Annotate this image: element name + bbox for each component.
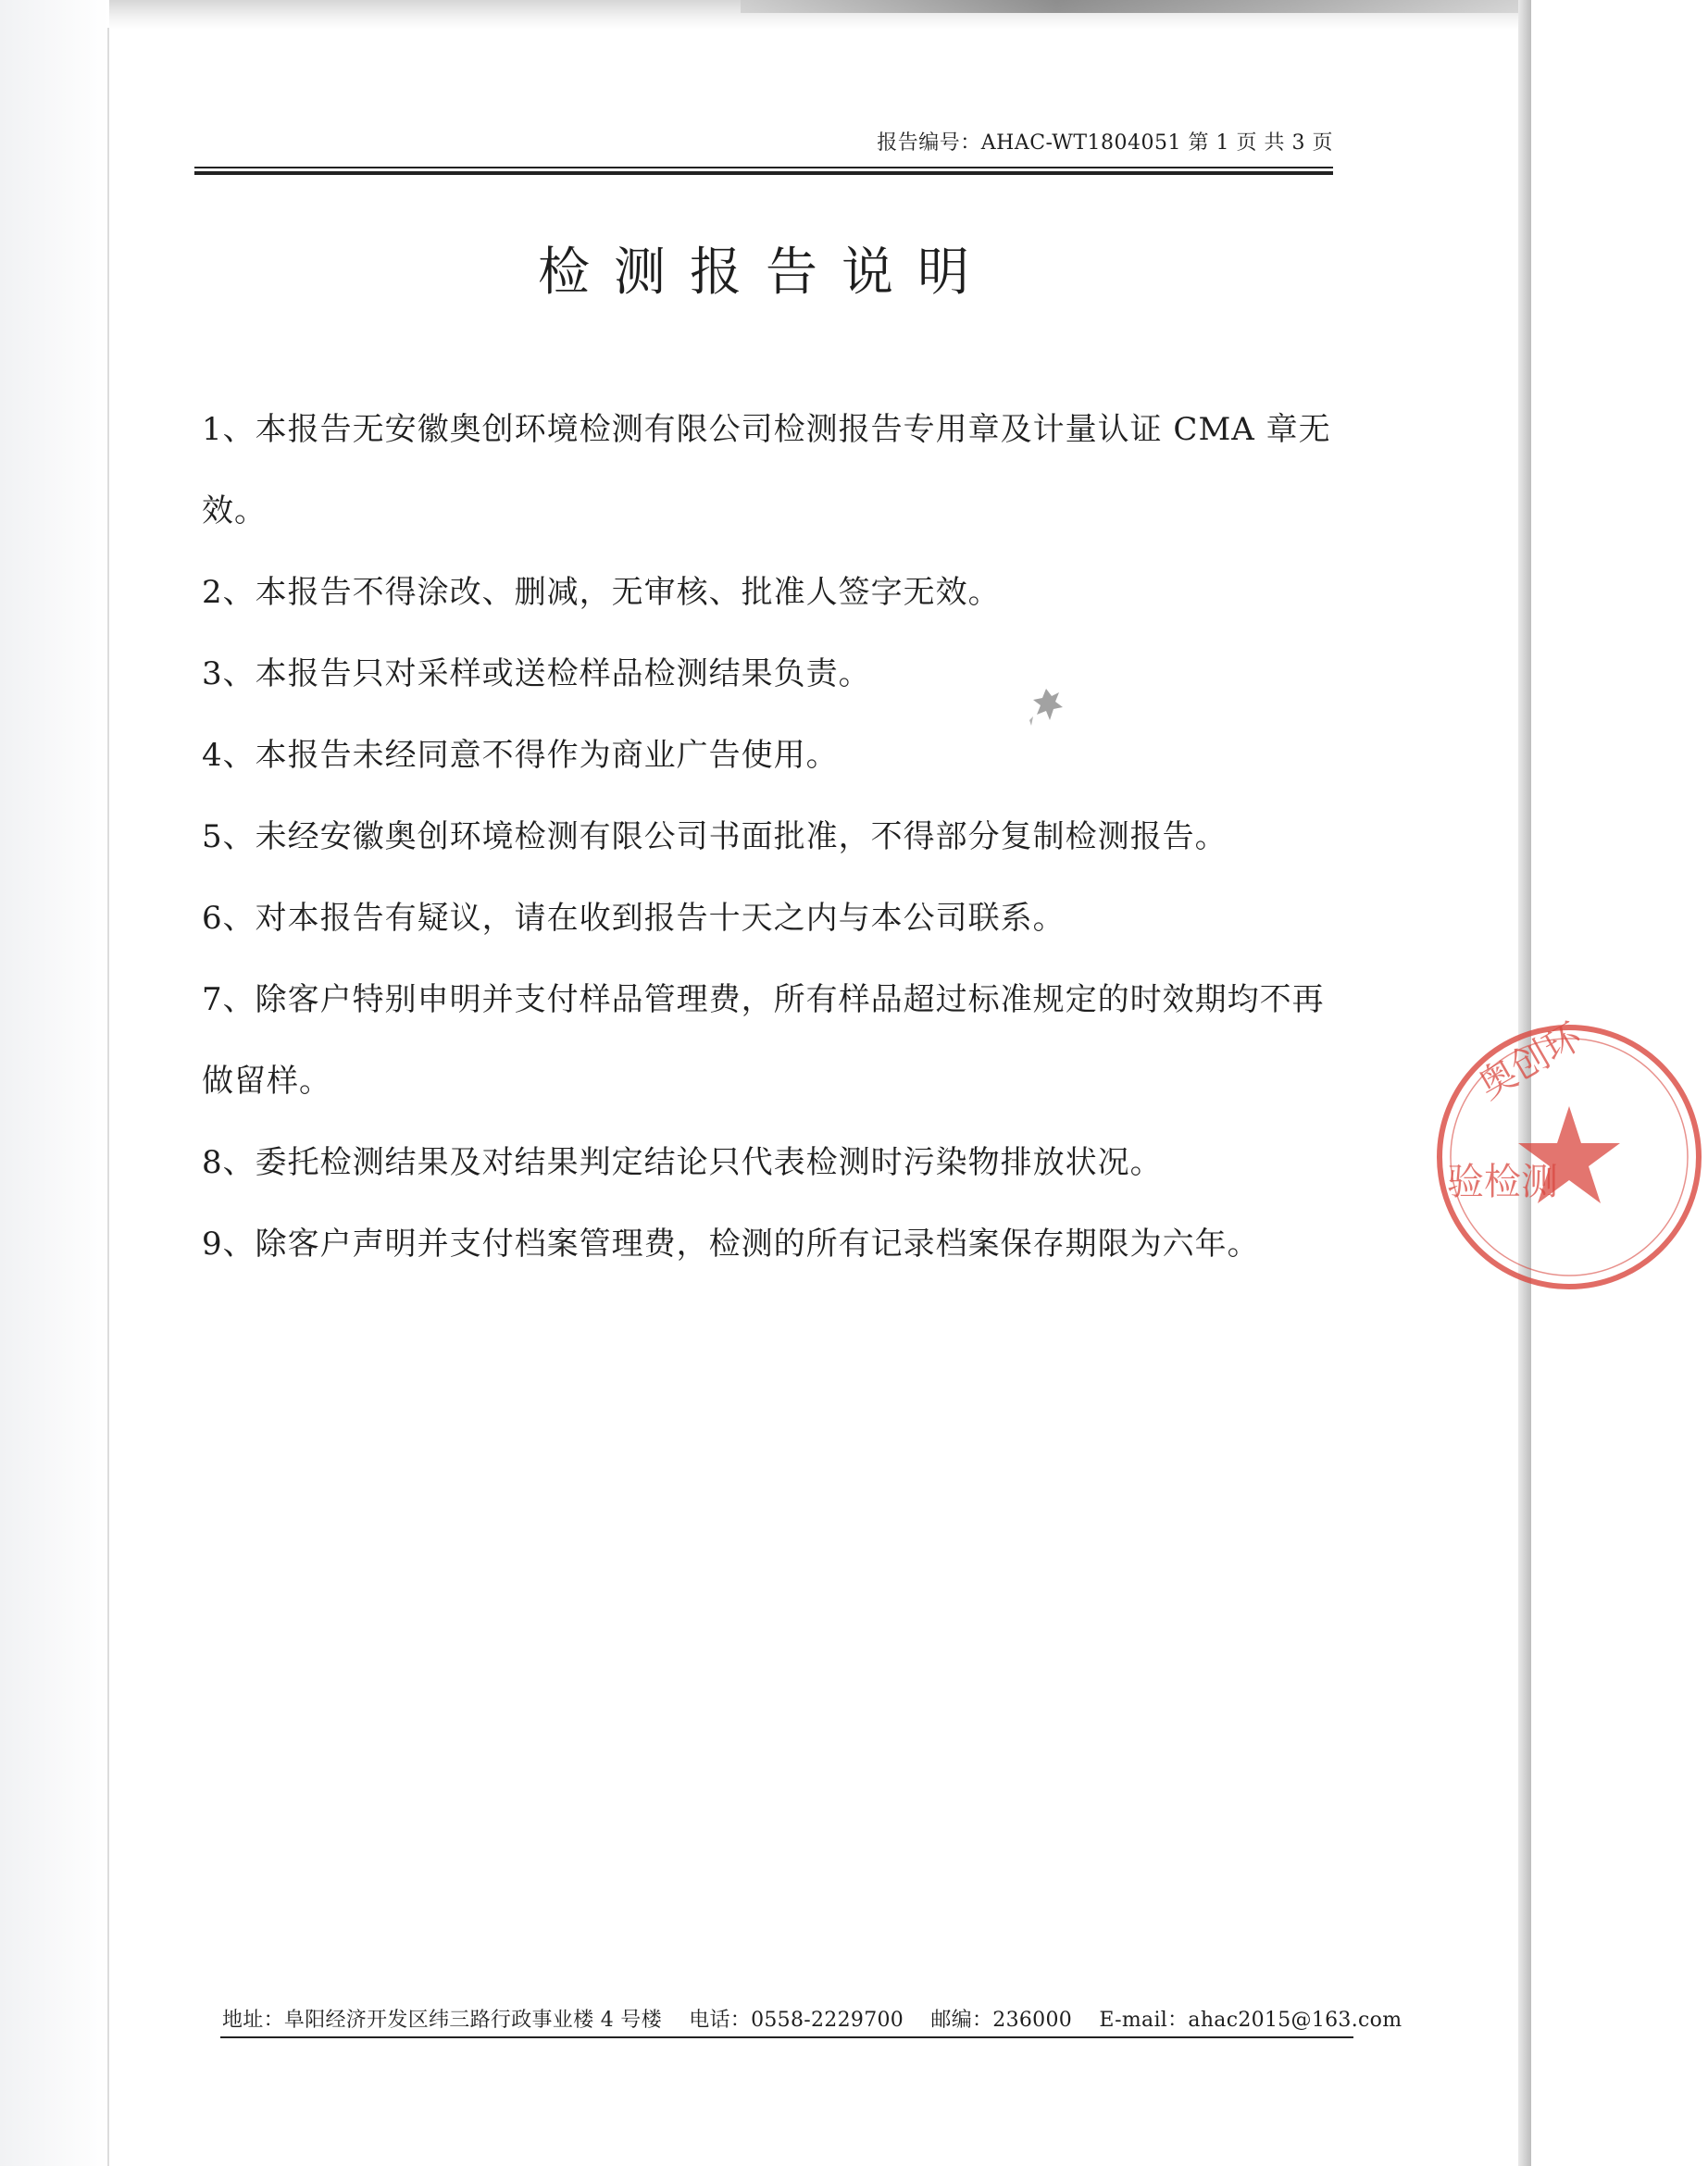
note-8: 8、委托检测结果及对结果判定结论只代表检测时污染物排放状况。 <box>202 1144 1163 1181</box>
note-3: 3、本报告只对采样或送检样品检测结果负责。 <box>202 655 871 692</box>
footer-address: 地址：阜阳经济开发区纬三路行政事业楼 4 号楼 <box>222 2009 662 2032</box>
note-5: 5、未经安徽奥创环境检测有限公司书面批准，不得部分复制检测报告。 <box>202 818 1228 855</box>
footer-postcode: 邮编：236000 <box>930 2009 1073 2032</box>
seal-text-bottom: 验检测 <box>1447 1161 1558 1203</box>
note-7: 7、除客户特别申明并支付样品管理费，所有样品超过标准规定的时效期均不再做留样。 <box>202 981 1325 1100</box>
company-seal-stamp <box>1430 1015 1708 1296</box>
ink-speck-mark <box>1026 683 1072 729</box>
note-2: 2、本报告不得涂改、删减，无审核、批准人签字无效。 <box>202 574 1001 611</box>
footer-email: E-mail：ahac2015@163.com <box>1099 2009 1403 2032</box>
footer-rule <box>220 2036 1353 2038</box>
note-6: 6、对本报告有疑议，请在收到报告十天之内与本公司联系。 <box>202 900 1066 937</box>
note-4: 4、本报告未经同意不得作为商业广告使用。 <box>202 737 839 774</box>
header-rule-thin <box>194 167 1333 168</box>
notes-list <box>202 389 1340 1285</box>
report-number-header: 报告编号：AHAC-WT1804051 第 1 页 共 3 页 <box>877 131 1333 155</box>
seal-text-top: 奥创环 <box>1471 1015 1590 1108</box>
page-title: 检测报告说明 <box>538 243 993 303</box>
footer-phone: 电话：0558-2229700 <box>689 2009 904 2032</box>
note-9: 9、除客户声明并支付档案管理费，检测的所有记录档案保存期限为六年。 <box>202 1226 1260 1263</box>
note-1: 1、本报告无安徽奥创环境检测有限公司检测报告专用章及计量认证 CMA 章无效。 <box>202 411 1331 529</box>
header-rule-thick <box>194 171 1333 175</box>
footer-contact <box>222 2004 1403 2033</box>
